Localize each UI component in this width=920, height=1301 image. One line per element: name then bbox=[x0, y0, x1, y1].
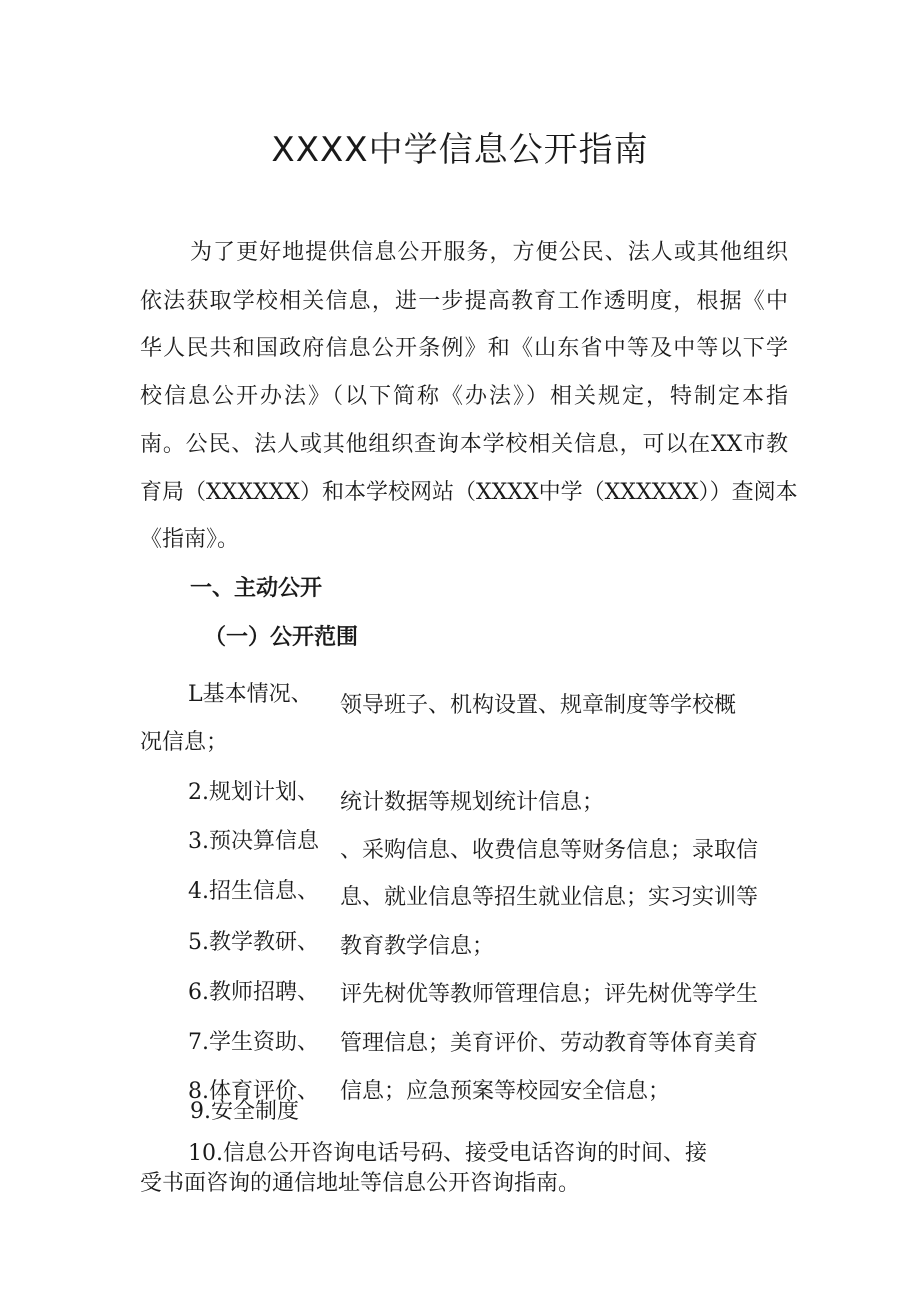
list-item-10-line-2: 受书面咨询的通信地址等信息公开咨询指南。 bbox=[140, 1171, 581, 1196]
list-item-label: 7.学生资助、 bbox=[188, 1030, 319, 1055]
document-title: XXXX中学信息公开指南 bbox=[271, 130, 649, 170]
intro-line-6: 育局（XXXXXX）和本学校网站（XXXX中学（XXXXXX））查阅本 bbox=[140, 480, 798, 505]
intro-line-2: 依法获取学校相关信息，进一步提高教育工作透明度，根据《中 bbox=[140, 289, 788, 314]
intro-line-5: 南。公民、法人或其他组织查询本学校相关信息，可以在XX市教 bbox=[140, 432, 788, 457]
intro-line-4: 校信息公开办法》（以下简称《办法》）相关规定，特制定本指 bbox=[140, 384, 788, 409]
list-item-10-line-1: 10.信息公开咨询电话号码、接受电话咨询的时间、接 bbox=[188, 1141, 707, 1166]
subsection-heading: （一）公开范围 bbox=[204, 625, 359, 650]
list-item-label: 2.规划计划、 bbox=[188, 780, 319, 805]
list-item-label: 4.招生信息、 bbox=[188, 879, 319, 904]
overlay-text-line: 统计数据等规划统计信息； bbox=[340, 790, 605, 815]
intro-line-7: 《指南》。 bbox=[140, 527, 240, 552]
overlay-text-line: 管理信息；美育评价、劳动教育等体育美育 bbox=[340, 1031, 759, 1056]
overlay-text-line: 领导班子、机构设置、规章制度等学校概 bbox=[340, 693, 737, 718]
section-heading: 一、主动公开 bbox=[190, 576, 323, 601]
intro-line-1: 为了更好地提供信息公开服务，方便公民、法人或其他组织 bbox=[190, 240, 788, 265]
list-item-label: 8.体育评价、 bbox=[188, 1079, 319, 1104]
overlay-text-line: 评先树优等教师管理信息；评先树优等学生 bbox=[340, 982, 759, 1007]
list-item-label: L基本情况、 bbox=[188, 682, 313, 707]
overlay-text-line: 信息；应急预案等校园安全信息； bbox=[340, 1079, 671, 1104]
overlay-text-line: 、采购信息、收费信息等财务信息；录取信 bbox=[340, 838, 759, 863]
overlay-text-line: 教育教学信息； bbox=[340, 934, 495, 959]
list-item-label-clipped: 9.安全制度 bbox=[190, 1099, 299, 1124]
intro-line-3: 华人民共和国政府信息公开条例》和《山东省中等及中等以下学 bbox=[140, 336, 788, 361]
list-item-continuation: 况信息； bbox=[140, 730, 229, 755]
list-item-label: 6.教师招聘、 bbox=[188, 980, 319, 1005]
overlay-text-line: 息、就业信息等招生就业信息；实习实训等 bbox=[340, 885, 759, 910]
list-item-label: 3.预决算信息 bbox=[188, 829, 319, 854]
list-item-label: 5.教学教研、 bbox=[188, 930, 319, 955]
